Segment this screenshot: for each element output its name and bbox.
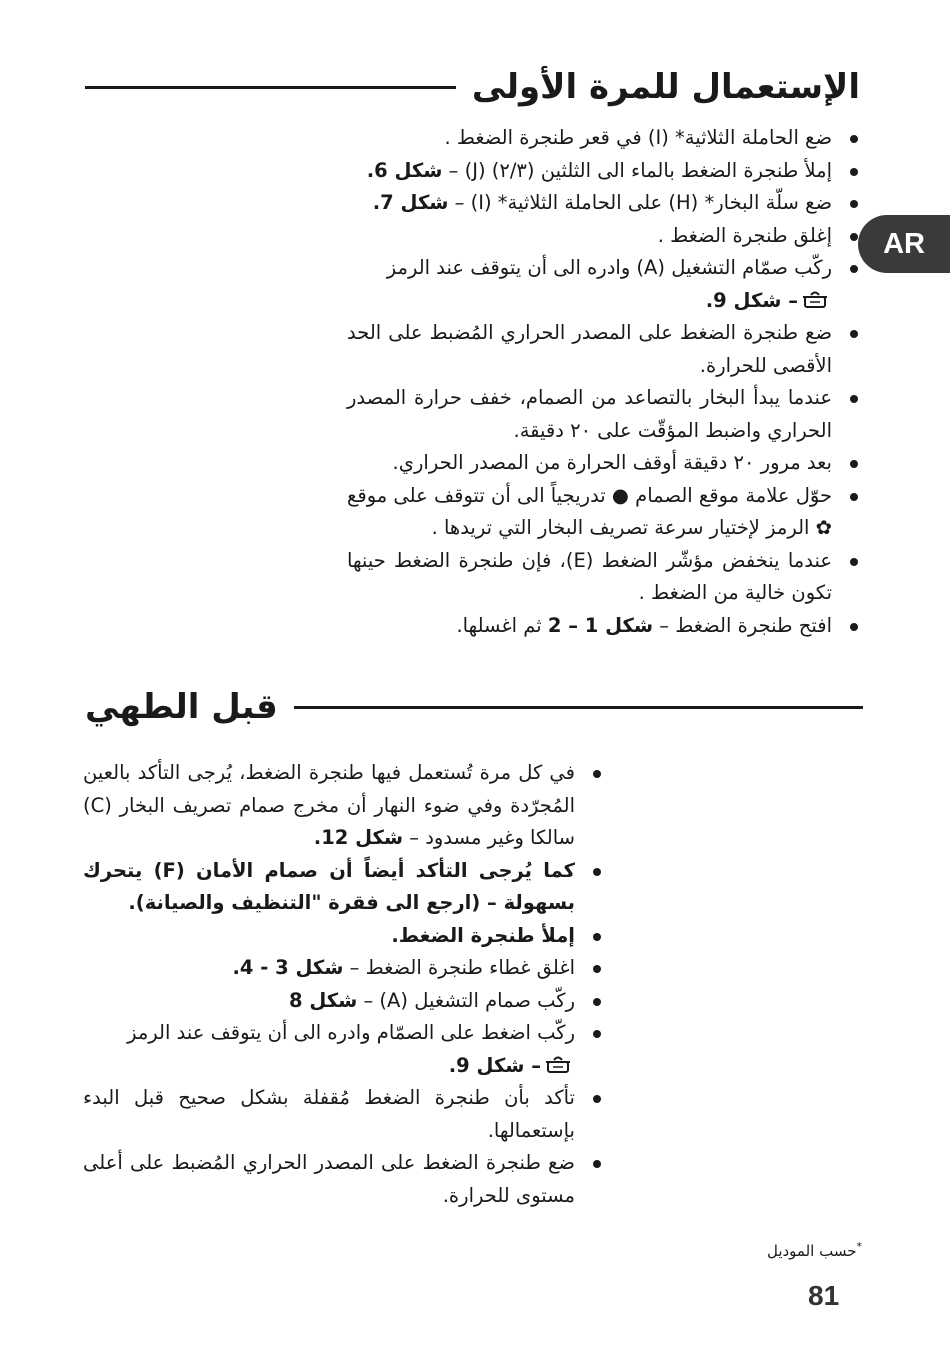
list-item bbox=[347, 480, 862, 545]
list-item bbox=[83, 855, 605, 920]
pressure-cooker-icon bbox=[545, 1054, 571, 1078]
list-item bbox=[83, 1017, 605, 1082]
figure-reference: – شكل 9. bbox=[705, 288, 798, 312]
item-text: افتح طنجرة الضغط – bbox=[653, 613, 832, 637]
list-item bbox=[347, 187, 862, 220]
item-text: ركّب صمّام التشغيل (A) وادره الى أن يتوقف عند الرمز bbox=[386, 256, 832, 279]
item-text: عندما يبدأ البخار بالتصاعد من الصمام، خفف حرارة المصدر الحراري واضبط المؤقّت على ٢٠ دقيقة. bbox=[347, 386, 832, 442]
list-item bbox=[83, 920, 605, 953]
list-item bbox=[347, 545, 862, 610]
item-text: كما يُرجى التأكد أيضاً أن صمام الأمان (F) يتحرك بسهولة – (ارجع الى فقرة "التنظيف والصيانة). bbox=[83, 858, 575, 914]
item-text: ركّب صمام التشغيل (A) – bbox=[357, 988, 575, 1012]
list-item bbox=[83, 952, 605, 985]
footnote-text: حسب الموديل bbox=[766, 1242, 857, 1260]
language-tab: AR bbox=[858, 215, 950, 273]
figure-reference: شكل 8 bbox=[288, 988, 358, 1012]
list-item bbox=[347, 610, 862, 643]
item-text-after: ثم اغسلها. bbox=[456, 613, 548, 637]
pressure-cooker-icon bbox=[802, 289, 828, 313]
list-item bbox=[347, 382, 862, 447]
page-number: 81 bbox=[808, 1280, 840, 1311]
item-text: إغلق طنجرة الضغط . bbox=[657, 223, 832, 247]
figure-reference: شكل 1 – 2 bbox=[547, 613, 654, 637]
list-item bbox=[83, 757, 605, 855]
item-text: ضع سلّة البخار* (H) على الحاملة الثلاثية* (I) – bbox=[448, 191, 832, 214]
section-heading-first-use bbox=[85, 67, 860, 107]
list-item bbox=[347, 317, 862, 382]
figure-reference: شكل 6. bbox=[366, 158, 443, 182]
item-text: في كل مرة تُستعمل فيها طنجرة الضغط، يُرجى التأكد بالعين المُجرّدة وفي ضوء النهار أن مخرج صمام تصريف البخار (C) سالكا وغير مسدود – bbox=[83, 761, 575, 849]
figure-reference: شكل 7. bbox=[372, 191, 449, 214]
item-text: عندما ينخفض مؤشّر الضغط (E)، فإن طنجرة الضغط حينها تكون خالية من الضغط . bbox=[347, 548, 833, 604]
item-text: ركّب اضغط على الصمّام وادره الى أن يتوقف عند الرمز bbox=[127, 1021, 575, 1044]
before-cooking-steps bbox=[83, 757, 605, 1212]
item-text: إملأ طنجرة الضغط. bbox=[391, 923, 575, 947]
footnote-mark: * bbox=[856, 1240, 862, 1253]
item-text: اغلق غطاء طنجرة الضغط – bbox=[343, 956, 575, 979]
list-item bbox=[347, 122, 862, 155]
list-item bbox=[347, 252, 862, 317]
item-text: تأكد بأن طنجرة الضغط مُقفلة بشكل صحيح قبل البدء بإستعمالها. bbox=[83, 1086, 575, 1142]
figure-reference: – شكل 9. bbox=[448, 1053, 541, 1077]
heading-rule bbox=[85, 86, 456, 89]
item-text: ضع طنجرة الضغط على المصدر الحراري المُضبط على أعلى مستوى للحرارة. bbox=[83, 1151, 575, 1207]
item-text: بعد مرور ٢٠ دقيقة أوقف الحرارة من المصدر الحراري. bbox=[392, 451, 832, 474]
first-use-steps bbox=[347, 122, 862, 642]
list-item bbox=[83, 1082, 605, 1147]
heading-rule bbox=[294, 706, 863, 709]
item-text: حوّل علامة موقع الصمام ● تدريجياً الى أن تتوقف على موقع ✿ الرمز لإختيار سرعة تصريف البخار التي تريدها . bbox=[347, 483, 832, 539]
list-item bbox=[83, 1147, 605, 1212]
list-item bbox=[347, 447, 862, 480]
item-text: ضع الحاملة الثلاثية* (I) في قعر طنجرة الضغط . bbox=[444, 126, 832, 149]
list-item bbox=[83, 985, 605, 1018]
section-heading-before-cooking bbox=[85, 687, 863, 727]
footnote bbox=[767, 1240, 862, 1260]
item-text: ضع طنجرة الضغط على المصدر الحراري المُضبط على الحد الأقصى للحرارة. bbox=[347, 321, 832, 377]
section-title-before-cooking: قبل الطهي bbox=[85, 687, 278, 727]
figure-reference: شكل 3 - 4. bbox=[232, 956, 344, 979]
item-text: إملأ طنجرة الضغط بالماء الى الثلثين (٢/٣) (J) – bbox=[442, 158, 832, 182]
section-title-first-use: الإستعمال للمرة الأولى bbox=[471, 67, 860, 107]
figure-reference: شكل 12. bbox=[313, 826, 404, 849]
list-item bbox=[347, 220, 862, 253]
list-item bbox=[347, 155, 862, 188]
